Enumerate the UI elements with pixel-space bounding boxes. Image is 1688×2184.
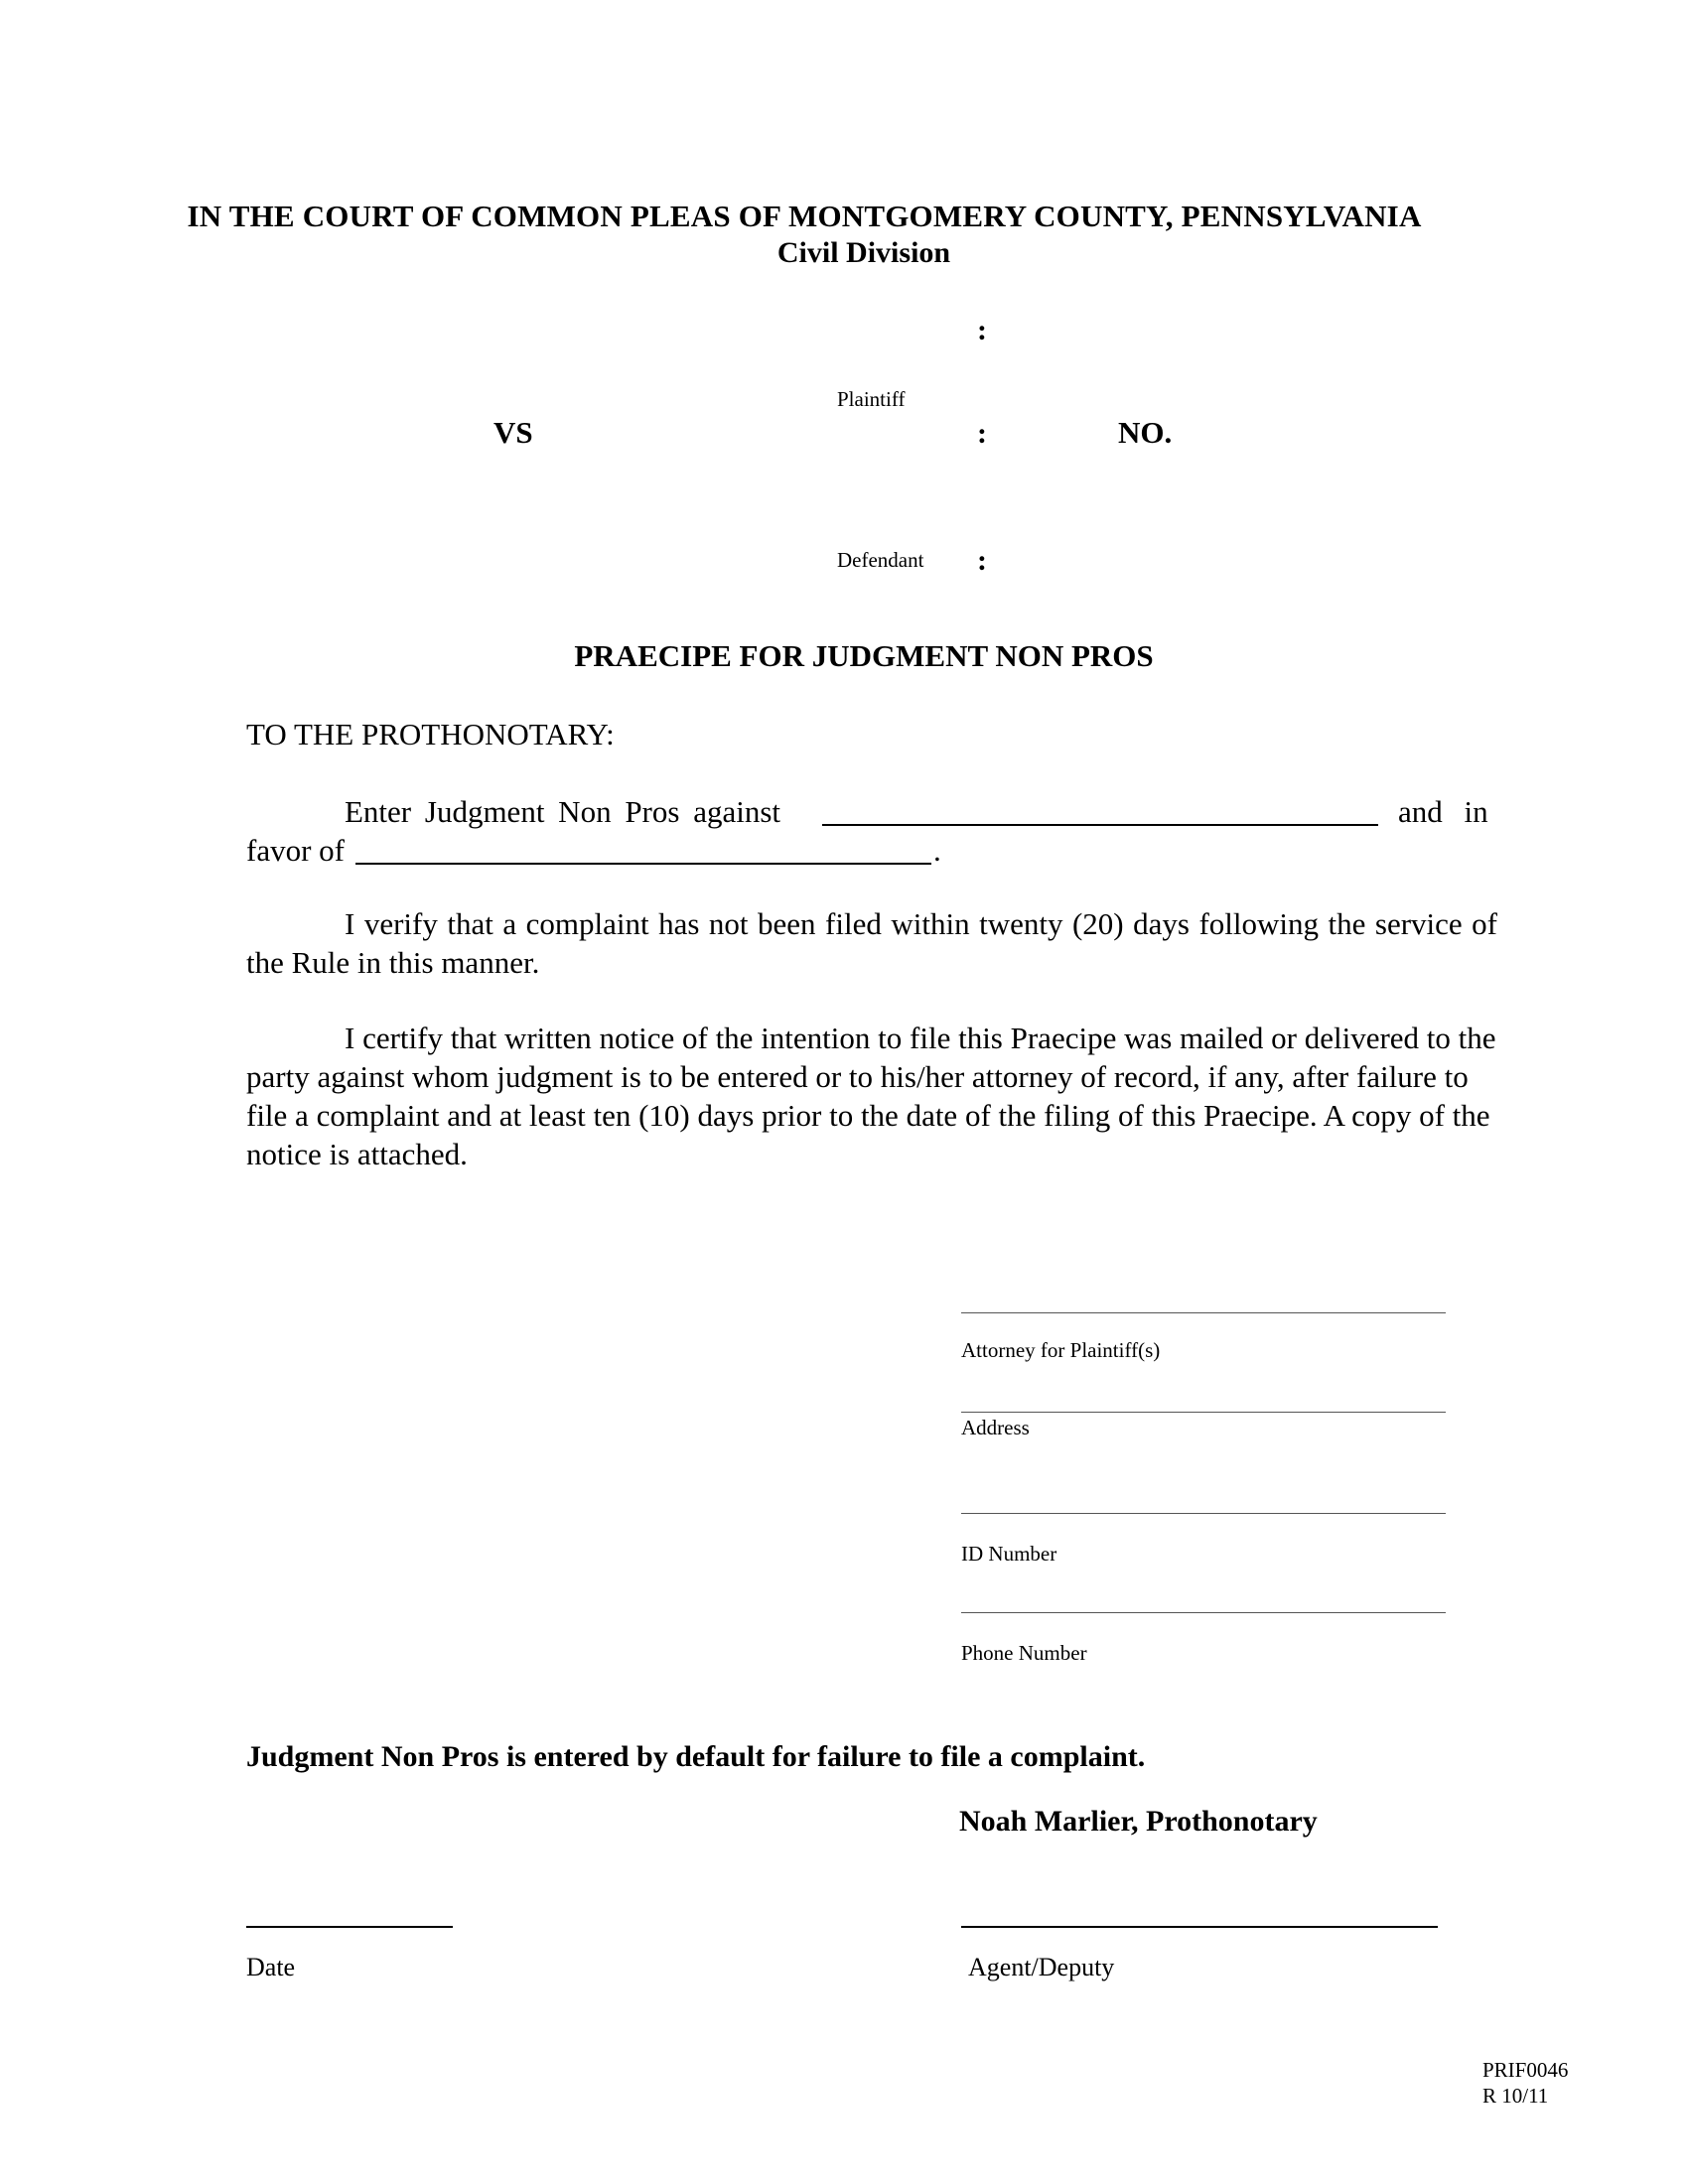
agent-deputy-label: Agent/Deputy (968, 1953, 1115, 1981)
form-code-revision: R 10/11 (1482, 2084, 1549, 2108)
id-number-label: ID Number (961, 1542, 1057, 1566)
caption-colon-middle: : (977, 417, 987, 450)
form-code-number: PRIF0046 (1482, 2058, 1569, 2082)
defendant-label: Defendant (837, 548, 924, 572)
court-heading: IN THE COURT OF COMMON PLEAS OF MONTGOMERY COUNTY, PENNSYLVANIA (187, 199, 1422, 233)
paragraph-verify: I verify that a complaint has not been filed within twenty (20) days following the service of the Rule in this manner. (246, 906, 1497, 980)
phone-number-line[interactable] (961, 1612, 1446, 1613)
date-line[interactable] (246, 1926, 453, 1928)
caption-colon-bottom: : (977, 544, 987, 577)
defendant-name-blank[interactable] (822, 800, 1378, 826)
caption-colon-top: : (977, 314, 987, 346)
address-line[interactable] (961, 1412, 1446, 1413)
paragraph-certify: I certify that written notice of the intention to file this Praecipe was mailed or delivered to the party against whom judgment is to be entered or to his/her attorney of record, if any, after failure to file a complaint and at least ten (10) days prior to the date of the filing of this Praecipe. A copy of the notice is attached. (246, 1021, 1496, 1171)
attorney-signature-line[interactable] (961, 1312, 1446, 1313)
paragraph1-part1: Enter Judgment Non Pros against (345, 794, 781, 829)
judgment-statement: Judgment Non Pros is entered by default for failure to file a complaint. (246, 1740, 1146, 1773)
id-number-line[interactable] (961, 1513, 1446, 1514)
paragraph1-part2: and in (1398, 794, 1488, 829)
address-label: Address (961, 1416, 1030, 1439)
prothonotary-name: Noah Marlier, Prothonotary (959, 1805, 1318, 1838)
plaintiff-name-blank[interactable] (355, 839, 931, 865)
paragraph1-part3: favor of (246, 833, 345, 868)
paragraph1-end: . (933, 833, 941, 868)
agent-deputy-line[interactable] (961, 1926, 1438, 1928)
date-label: Date (246, 1953, 296, 1981)
attorney-label: Attorney for Plaintiff(s) (961, 1338, 1161, 1362)
division-heading: Civil Division (776, 236, 951, 269)
document-title: PRAECIPE FOR JUDGMENT NON PROS (574, 638, 1154, 673)
paragraph-enter-judgment (246, 792, 1497, 870)
salutation: TO THE PROTHONOTARY: (246, 717, 615, 751)
form-code (1482, 2057, 1568, 2109)
phone-number-label: Phone Number (961, 1641, 1087, 1665)
plaintiff-label: Plaintiff (837, 387, 906, 411)
case-number-label: NO. (1118, 415, 1173, 450)
vs-label: VS (493, 415, 533, 450)
